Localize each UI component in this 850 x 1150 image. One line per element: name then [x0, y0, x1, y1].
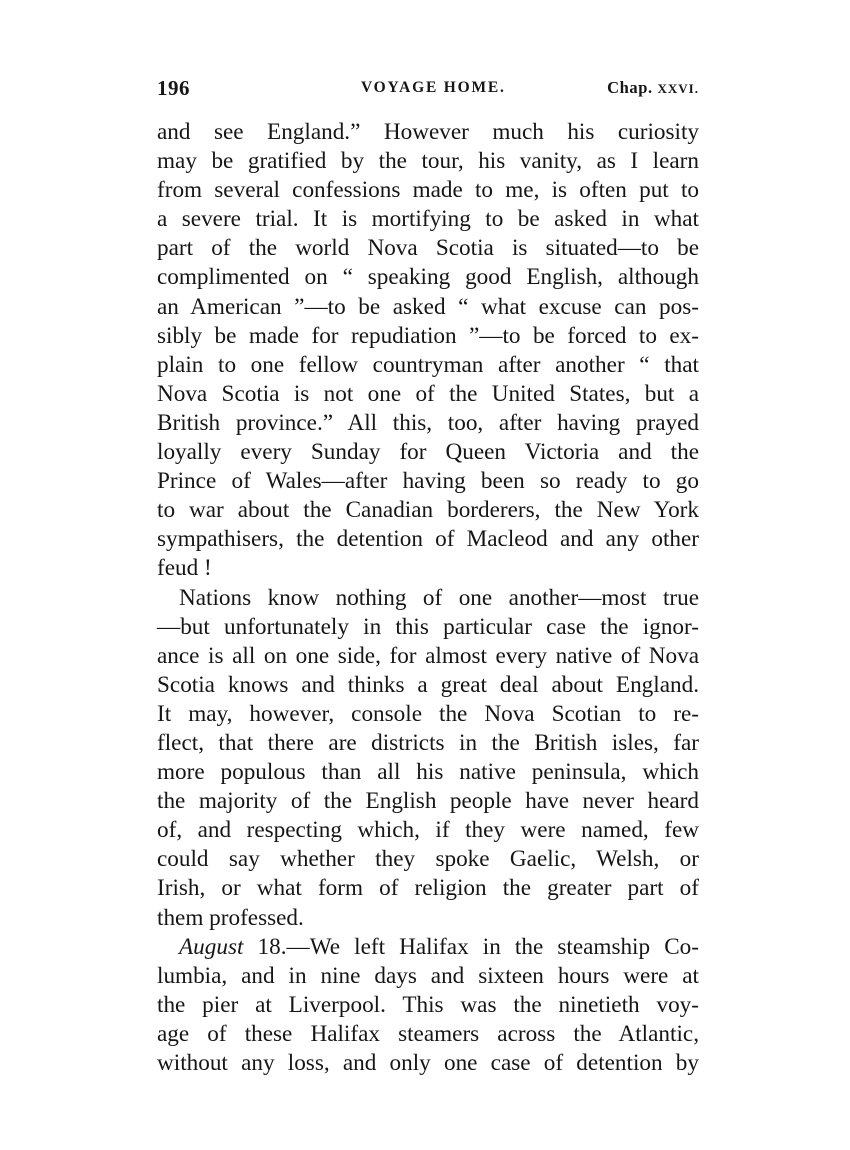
- chapter-prefix: Chap.: [607, 78, 658, 97]
- text-line: sibly be made for repudiation ”—to be forced to ex-: [157, 322, 699, 349]
- text-line: complimented on “ speaking good English, although: [157, 264, 699, 291]
- text-line: from several confessions made to me, is often put to: [157, 177, 699, 204]
- text-line: British province.” All this, too, after having prayed: [157, 409, 699, 436]
- text-line: the majority of the English people have never heard: [157, 788, 699, 815]
- page-number: 196: [157, 76, 190, 100]
- text-line: age of these Halifax steamers across the Atlantic,: [157, 1020, 699, 1047]
- text-line: Scotia knows and thinks a great deal about England.: [157, 671, 699, 698]
- text-line: a severe trial. It is mortifying to be asked in what: [157, 206, 699, 233]
- text-line: to war about the Canadian borderers, the New York: [157, 497, 699, 524]
- text-line: Nova Scotia is not one of the United States, but a: [157, 380, 699, 407]
- paragraph-1: [157, 118, 699, 584]
- text-line: may be gratified by the tour, his vanity, as I learn: [157, 148, 699, 175]
- text-line: flect, that there are districts in the British isles, far: [157, 729, 699, 756]
- text-line: plain to one fellow countryman after another “ that: [157, 351, 699, 378]
- text-line: Nations know nothing of one another—most true: [179, 584, 699, 611]
- text-line: It may, however, console the Nova Scotian to re-: [157, 700, 699, 727]
- text-line: the pier at Liverpool. This was the ninetieth voy-: [157, 991, 699, 1018]
- text-line: them professed.: [157, 904, 304, 931]
- text-line: and see England.” However much his curiosity: [157, 119, 699, 145]
- text-line: could say whether they spoke Gaelic, Welsh, or: [157, 846, 699, 873]
- text-line: more populous than all his native peninsula, which: [157, 759, 699, 786]
- paragraph-2: [157, 584, 699, 933]
- text-line: of, and respecting which, if they were named, few: [157, 817, 699, 844]
- text-line: part of the world Nova Scotia is situated—to be: [157, 235, 699, 262]
- date-line-rest: 18.—We left Halifax in the steamship Co-: [243, 933, 699, 960]
- text-line: sympathisers, the detention of Macleod and any other: [157, 526, 699, 553]
- text-line: [157, 933, 699, 962]
- text-line: ance is all on one side, for almost every native of Nova: [157, 642, 699, 669]
- running-head: [157, 76, 699, 100]
- text-line: loyally every Sunday for Queen Victoria and the: [157, 439, 699, 466]
- chapter-label: [607, 78, 699, 98]
- paragraph-3: [157, 933, 699, 1078]
- text-line: —but unfortunately in this particular case the ignor-: [157, 613, 699, 640]
- chapter-number: XXVI.: [657, 81, 699, 96]
- body-text: [157, 118, 699, 1078]
- text-line: Irish, or what form of religion the greater part of: [157, 875, 699, 902]
- text-line: lumbia, and in nine days and sixteen hours were at: [157, 962, 699, 989]
- text-line: Prince of Wales—after having been so ready to go: [157, 468, 699, 495]
- text-line: feud !: [157, 555, 212, 582]
- date-label: August: [179, 933, 244, 960]
- text-line: without any loss, and only one case of detention by: [157, 1050, 699, 1076]
- text-line: an American ”—to be asked “ what excuse can pos-: [157, 293, 699, 320]
- running-title: VOYAGE HOME.: [361, 79, 506, 96]
